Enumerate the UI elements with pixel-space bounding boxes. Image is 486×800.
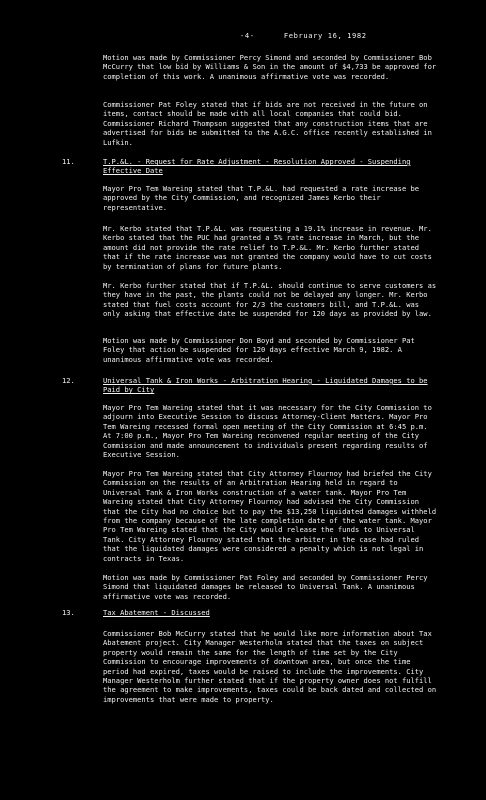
- paragraph-text: Mayor Pro Tem Wareing stated that City Attorney Flournoy had briefed the City Commission on the results of an Arbitration Hearing held in regard to Universal Tank & Iron Works construction of a water tank. Mayor Pro Tem Wareing stated that City Attorney Flournoy had advised the City Commission that the City had no choice but to pay the $13,250 liquidated damages withheld from the company because of the late completion date of the water tank. Mayor Pro Tem Wareing stated that the City would release the funds to Universal Tank. City Attorney Flournoy stated that the arbiter in the case had ruled that the liquidated damages were considered a penalty which is not legal in contracts in Texas.: [103, 469, 437, 563]
- paragraph-executive-session: [103, 403, 439, 459]
- paragraph-arbitration-briefing: [103, 469, 439, 563]
- paragraph-motion-low-bid: [103, 53, 439, 81]
- paragraph-bids-contact: [103, 100, 439, 147]
- paragraph-tax-abatement: [103, 629, 439, 704]
- paragraph-text: Motion was made by Commissioner Pat Foley and seconded by Commissioner Percy Simond that liquidated damages be released to Universal Tank. A unanimous affirmative vote was recorded.: [103, 573, 428, 601]
- paragraph-kerbo-revenue: [103, 224, 439, 271]
- paragraph-motion-suspend: [103, 336, 439, 364]
- item-number-13: 13.: [62, 608, 75, 617]
- paragraph-text: Mayor Pro Tem Wareing stated that it was necessary for the City Commission to adjourn into Executive Session to discuss Attorney-Client Matters. Mayor Pro Tem Wareing recessed formal open meeting of the City Commission at 6:45 p.m. At 7:00 p.m., Mayor Pro Tem Wareing reconvened regular meeting of the City Commission and made announcement to individuals present regarding results of Executive Session.: [103, 403, 432, 460]
- paragraph-text: Mr. Kerbo stated that T.P.&L. was requesting a 19.1% increase in revenue. Mr. Kerbo stated that the PUC had granted a 5% rate increase in March, but the amount did not provide the rate relief to T.P.&L. Mr. Kerbo further stated that if the rate increase was not granted the company would have to cut costs by termination of plans for future plants.: [103, 224, 432, 271]
- paragraph-rate-increase-request: [103, 184, 439, 212]
- paragraph-text: Mayor Pro Tem Wareing stated that T.P.&L. had requested a rate increase be approved by the City Commission, and recognized James Kerbo their representative.: [103, 184, 420, 212]
- paragraph-text: Commissioner Pat Foley stated that if bids are not received in the future on items, contact should be made with all local companies that could bid. Commissioner Richard Thompson suggested that any construction items that are advertised for bids be submitted to the A.G.C. office recently established in Lufkin.: [103, 100, 432, 147]
- item-number-12: 12.: [62, 376, 75, 385]
- meeting-date: February 16, 1982: [283, 31, 367, 40]
- paragraph-text: Commissioner Bob McCurry stated that he would like more information about Tax Abatement project. City Manager Westerholm stated that the taxes on subject property would remain the same for the length of time set by the City Commission to encourage improvements of downtown area, but once the time period had expired, taxes would be raised to include the improvements. City Manager Westerholm further stated that if the property owner does not fulfill the agreement to make improvements, taxes could be back dated and collected on improvements that were made to property.: [103, 629, 437, 704]
- item-heading-12: Universal Tank & Iron Works - Arbitration Hearing - Liquidated Damages to be Paid by City: [103, 376, 428, 395]
- item-heading-11: T.P.&L. - Request for Rate Adjustment - Resolution Approved - Suspending Effective Date: [103, 157, 411, 176]
- page-header: [240, 31, 367, 40]
- paragraph-text: Motion was made by Commissioner Percy Simond and seconded by Commissioner Bob McCurry that low bid by Williams & Son in the amount of $4,733 be approved for completion of this work. A unanimous affirmative vote was recorded.: [103, 53, 437, 81]
- paragraph-kerbo-fuel-costs: [103, 281, 439, 319]
- paragraph-motion-release-damages: [103, 573, 439, 601]
- paragraph-text: Mr. Kerbo further stated that if T.P.&L. should continue to serve customers as they have in the past, the plants could not be delayed any longer. Mr. Kerbo stated that fuel costs account for 2/3 the customers bill, and T.P.&L. was only asking that effective date be suspended for 120 days as provided by law.: [103, 281, 437, 319]
- item-heading-13: Tax Abatement - Discussed: [103, 608, 210, 617]
- page-number: -4-: [240, 31, 255, 40]
- item-number-11: 11.: [62, 157, 75, 166]
- paragraph-text: Motion was made by Commissioner Don Boyd and seconded by Commissioner Pat Foley that action be suspended for 120 days effective March 9, 1982. A unanimous affirmative vote was recorded.: [103, 336, 415, 364]
